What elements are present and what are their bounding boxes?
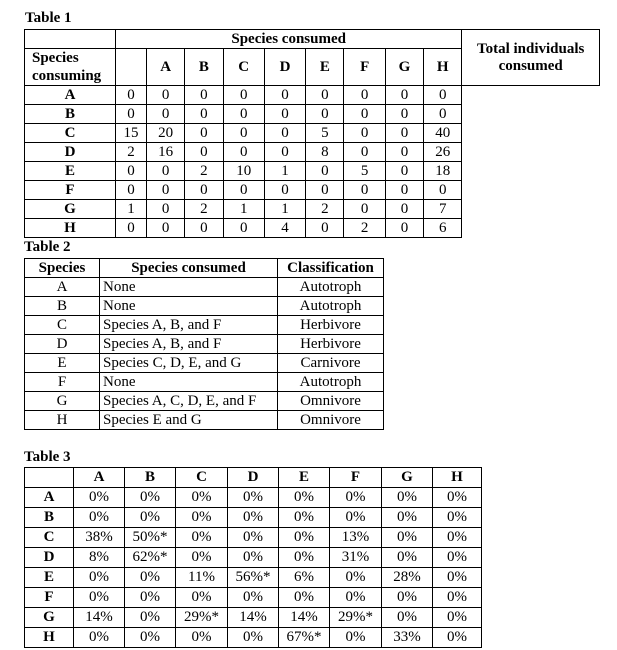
table2-species-cell: E xyxy=(25,354,100,373)
table1-cell: 1 xyxy=(223,200,264,219)
table1-row-label xyxy=(25,49,116,86)
table1-cell: 2 xyxy=(185,162,223,181)
table1-cell: 0 xyxy=(223,181,264,200)
table1-cell: 0 xyxy=(147,219,185,238)
table1-cell: 2 xyxy=(306,200,344,219)
table1-row-header: H xyxy=(25,219,116,238)
table1-row xyxy=(25,162,600,181)
table1-row-header: A xyxy=(25,86,116,105)
table3-cell: 0% xyxy=(176,528,228,548)
table1-cell: 0 xyxy=(306,105,344,124)
table1-cell: 0 xyxy=(147,86,185,105)
table1-title: Table 1 xyxy=(25,10,72,26)
table2-species-cell: H xyxy=(25,411,100,430)
table1-col-header: D xyxy=(264,49,305,86)
table1-cell: 0 xyxy=(185,181,223,200)
table1-cell: 0 xyxy=(264,143,305,162)
table1-cell: 0 xyxy=(185,105,223,124)
table1-row-label-line1: Species xyxy=(32,50,79,66)
table2-species-cell: G xyxy=(25,392,100,411)
table3-cell: 0% xyxy=(125,488,176,508)
table3-cell: 0% xyxy=(125,608,176,628)
table1-total-cell: 0 xyxy=(424,181,462,200)
table2-classification-cell: Herbivore xyxy=(278,335,384,354)
table2-species-cell: A xyxy=(25,278,100,297)
table3-cell: 8% xyxy=(74,548,125,568)
table2-row xyxy=(25,354,384,373)
table2-header-consumed: Species consumed xyxy=(100,259,278,278)
table3-cell: 0% xyxy=(433,608,482,628)
table3-row-header: D xyxy=(25,548,74,568)
table1-cell: 0 xyxy=(223,143,264,162)
table1-cell: 0 xyxy=(344,200,385,219)
table1-col-header: H xyxy=(424,49,462,86)
table2-classification-cell: Autotroph xyxy=(278,297,384,316)
table1-col-header: B xyxy=(185,49,223,86)
table1-cell: 0 xyxy=(223,219,264,238)
table1-cell: 0 xyxy=(264,105,305,124)
table1-cell: 0 xyxy=(306,86,344,105)
table1-col-header: G xyxy=(385,49,423,86)
table1-cell: 0 xyxy=(116,219,147,238)
table2-consumed-cell: Species C, D, E, and G xyxy=(100,354,278,373)
table2-row xyxy=(25,373,384,392)
table3-col-header: D xyxy=(228,468,279,488)
table3-cell: 50%* xyxy=(125,528,176,548)
table1-cell: 10 xyxy=(223,162,264,181)
table3-row-header: E xyxy=(25,568,74,588)
table3-cell: 0% xyxy=(228,628,279,648)
table1-cell: 16 xyxy=(147,143,185,162)
table3-cell: 0% xyxy=(125,568,176,588)
table3-cell: 6% xyxy=(279,568,330,588)
table1-total-header-line1: Total individuals xyxy=(476,40,585,57)
table3-cell: 0% xyxy=(433,628,482,648)
table3-cell: 14% xyxy=(279,608,330,628)
table3-cell: 0% xyxy=(279,528,330,548)
table1-cell: 0 xyxy=(344,181,385,200)
table3-cell: 0% xyxy=(279,488,330,508)
table3 xyxy=(24,467,482,648)
table1-col-header: A xyxy=(147,49,185,86)
table1-total-cell: 0 xyxy=(424,105,462,124)
table2-consumed-cell: None xyxy=(100,373,278,392)
table1-row-label-line2: consuming xyxy=(32,68,102,84)
table3-cell: 14% xyxy=(74,608,125,628)
table3-cell: 0% xyxy=(382,528,433,548)
table3-row-header: A xyxy=(25,488,74,508)
table3-row xyxy=(25,548,482,568)
table1-group-header: Species consumed xyxy=(116,30,462,49)
table3-row-header: H xyxy=(25,628,74,648)
table3-cell: 0% xyxy=(228,588,279,608)
table3-row-header: C xyxy=(25,528,74,548)
table1-cell: 0 xyxy=(306,162,344,181)
table1-cell: 1 xyxy=(264,162,305,181)
table3-cell: 0% xyxy=(330,628,382,648)
table2-species-cell: B xyxy=(25,297,100,316)
table1-cell: 0 xyxy=(344,143,385,162)
table3-row-header: F xyxy=(25,588,74,608)
table3-cell: 0% xyxy=(279,588,330,608)
table1-cell: 0 xyxy=(185,86,223,105)
table3-cell: 0% xyxy=(74,488,125,508)
table1-cell: 0 xyxy=(223,86,264,105)
table3-cell: 0% xyxy=(74,508,125,528)
table1-row-header: C xyxy=(25,124,116,143)
table2-header-classification: Classification xyxy=(278,259,384,278)
table3-cell: 29%* xyxy=(330,608,382,628)
table2-consumed-cell: Species A, B, and F xyxy=(100,335,278,354)
table2-classification-cell: Autotroph xyxy=(278,278,384,297)
table3-cell: 0% xyxy=(228,528,279,548)
table2-row xyxy=(25,411,384,430)
table2-classification-cell: Omnivore xyxy=(278,392,384,411)
table3-cell: 0% xyxy=(330,508,382,528)
table3-cell: 28% xyxy=(382,568,433,588)
table1-cell: 0 xyxy=(385,105,423,124)
table1-row-header: B xyxy=(25,105,116,124)
table1-cell: 0 xyxy=(116,181,147,200)
table2-row xyxy=(25,392,384,411)
table1-cell: 0 xyxy=(185,124,223,143)
table1-cell: 20 xyxy=(147,124,185,143)
table1-cell: 0 xyxy=(147,200,185,219)
table3-cell: 0% xyxy=(125,628,176,648)
table3-cell: 0% xyxy=(382,488,433,508)
table1-cell: 0 xyxy=(344,86,385,105)
table3-cell: 0% xyxy=(176,488,228,508)
table2-consumed-cell: None xyxy=(100,297,278,316)
table3-cell: 0% xyxy=(176,588,228,608)
table1-cell: 0 xyxy=(264,86,305,105)
table3-row xyxy=(25,628,482,648)
table3-cell: 0% xyxy=(176,548,228,568)
table1-cell: 0 xyxy=(385,124,423,143)
table1-row xyxy=(25,200,600,219)
table3-row xyxy=(25,508,482,528)
table3-cell: 0% xyxy=(382,588,433,608)
table3-cell: 0% xyxy=(330,568,382,588)
table3-cell: 0% xyxy=(125,508,176,528)
table1-cell: 0 xyxy=(385,162,423,181)
table2-classification-cell: Autotroph xyxy=(278,373,384,392)
table1-col-header: F xyxy=(344,49,385,86)
table3-cell: 0% xyxy=(74,568,125,588)
table1-cell: 8 xyxy=(306,143,344,162)
table2-consumed-cell: Species A, C, D, E, and F xyxy=(100,392,278,411)
table2-title: Table 2 xyxy=(24,239,71,255)
table3-cell: 62%* xyxy=(125,548,176,568)
table2-classification-cell: Omnivore xyxy=(278,411,384,430)
table3-cell: 0% xyxy=(382,548,433,568)
table1-col-header: E xyxy=(306,49,344,86)
table3-cell: 0% xyxy=(433,528,482,548)
table1-cell: 0 xyxy=(385,219,423,238)
table1-cell: 0 xyxy=(385,86,423,105)
table2-classification-cell: Herbivore xyxy=(278,316,384,335)
table3-row-header: G xyxy=(25,608,74,628)
table3-row xyxy=(25,608,482,628)
table1-col-header: C xyxy=(223,49,264,86)
table3-col-header: B xyxy=(125,468,176,488)
table3-col-header: A xyxy=(74,468,125,488)
table3-cell: 0% xyxy=(125,588,176,608)
table2-consumed-cell: Species E and G xyxy=(100,411,278,430)
table3-cell: 0% xyxy=(279,508,330,528)
table1-row-header: F xyxy=(25,181,116,200)
table3-cell: 0% xyxy=(279,548,330,568)
table1-row-header: G xyxy=(25,200,116,219)
table1-cell: 0 xyxy=(185,219,223,238)
table3-cell: 0% xyxy=(433,508,482,528)
table3-cell: 11% xyxy=(176,568,228,588)
table3-col-header: C xyxy=(176,468,228,488)
table3-cell: 0% xyxy=(176,508,228,528)
table3-cell: 0% xyxy=(433,568,482,588)
table3-cell: 0% xyxy=(330,488,382,508)
table2-species-cell: F xyxy=(25,373,100,392)
table3-cell: 0% xyxy=(228,488,279,508)
table2-row xyxy=(25,335,384,354)
table1-cell: 0 xyxy=(385,143,423,162)
table3-cell: 0% xyxy=(74,588,125,608)
table1-cell: 2 xyxy=(116,143,147,162)
table1-cell: 0 xyxy=(385,181,423,200)
table3-cell: 0% xyxy=(228,508,279,528)
table3-cell: 0% xyxy=(433,548,482,568)
table2-row xyxy=(25,316,384,335)
table1-total-cell: 26 xyxy=(424,143,462,162)
table3-cell: 0% xyxy=(176,628,228,648)
table3-cell: 0% xyxy=(433,488,482,508)
table1-cell: 0 xyxy=(116,86,147,105)
table1-cell: 0 xyxy=(223,105,264,124)
table3-cell: 0% xyxy=(382,508,433,528)
table2-classification-cell: Carnivore xyxy=(278,354,384,373)
table1-cell: 0 xyxy=(185,143,223,162)
table2-row xyxy=(25,278,384,297)
table2 xyxy=(24,258,384,430)
table3-cell: 0% xyxy=(228,548,279,568)
table1-cell: 2 xyxy=(185,200,223,219)
table2-species-cell: C xyxy=(25,316,100,335)
table1-row xyxy=(25,181,600,200)
table1-total-header xyxy=(462,30,600,86)
table1-row xyxy=(25,143,600,162)
table3-cell: 13% xyxy=(330,528,382,548)
table1-cell: 1 xyxy=(116,200,147,219)
table3-row xyxy=(25,528,482,548)
table3-cell: 14% xyxy=(228,608,279,628)
table3-col-header: G xyxy=(382,468,433,488)
table3-cell: 67%* xyxy=(279,628,330,648)
table1-cell: 0 xyxy=(344,124,385,143)
table3-col-header: F xyxy=(330,468,382,488)
table1-row-header: D xyxy=(25,143,116,162)
table1-cell: 1 xyxy=(264,200,305,219)
table1-total-cell: 7 xyxy=(424,200,462,219)
table1-total-cell: 40 xyxy=(424,124,462,143)
table3-cell: 33% xyxy=(382,628,433,648)
table1-row-header: E xyxy=(25,162,116,181)
table1-row xyxy=(25,124,600,143)
table2-header-species: Species xyxy=(25,259,100,278)
table3-cell: 31% xyxy=(330,548,382,568)
table1-total-cell: 18 xyxy=(424,162,462,181)
table1-cell: 0 xyxy=(116,105,147,124)
table1-cell: 4 xyxy=(264,219,305,238)
table1-cell: 0 xyxy=(264,181,305,200)
table3-title: Table 3 xyxy=(24,449,71,465)
table3-cell: 0% xyxy=(74,628,125,648)
table1-total-cell: 6 xyxy=(424,219,462,238)
table1-row xyxy=(25,105,600,124)
table1-row xyxy=(25,219,600,238)
table1-cell: 15 xyxy=(116,124,147,143)
table3-cell: 0% xyxy=(433,588,482,608)
table1-cell: 0 xyxy=(147,162,185,181)
table1-cell: 0 xyxy=(223,124,264,143)
table1-cell: 0 xyxy=(306,219,344,238)
table1-cell: 0 xyxy=(116,162,147,181)
table1-total-cell: 0 xyxy=(424,86,462,105)
table3-col-header: E xyxy=(279,468,330,488)
table3-cell: 38% xyxy=(74,528,125,548)
table3-row xyxy=(25,568,482,588)
table1-cell: 0 xyxy=(264,124,305,143)
table3-row xyxy=(25,488,482,508)
table2-consumed-cell: Species A, B, and F xyxy=(100,316,278,335)
table1-cell: 0 xyxy=(306,181,344,200)
table2-species-cell: D xyxy=(25,335,100,354)
table2-row xyxy=(25,297,384,316)
table2-consumed-cell: None xyxy=(100,278,278,297)
table1-cell: 5 xyxy=(344,162,385,181)
table3-cell: 29%* xyxy=(176,608,228,628)
table1 xyxy=(24,29,600,238)
table1-cell: 0 xyxy=(344,105,385,124)
table3-cell: 56%* xyxy=(228,568,279,588)
table1-cell: 5 xyxy=(306,124,344,143)
table3-col-header: H xyxy=(433,468,482,488)
table1-cell: 0 xyxy=(147,105,185,124)
table1-row xyxy=(25,86,600,105)
table1-cell: 2 xyxy=(344,219,385,238)
table1-total-header-line2: consumed xyxy=(498,57,563,74)
table1-cell: 0 xyxy=(385,200,423,219)
table3-cell: 0% xyxy=(330,588,382,608)
table1-cell: 0 xyxy=(147,181,185,200)
table3-cell: 0% xyxy=(382,608,433,628)
table3-row-header: B xyxy=(25,508,74,528)
table3-row xyxy=(25,588,482,608)
